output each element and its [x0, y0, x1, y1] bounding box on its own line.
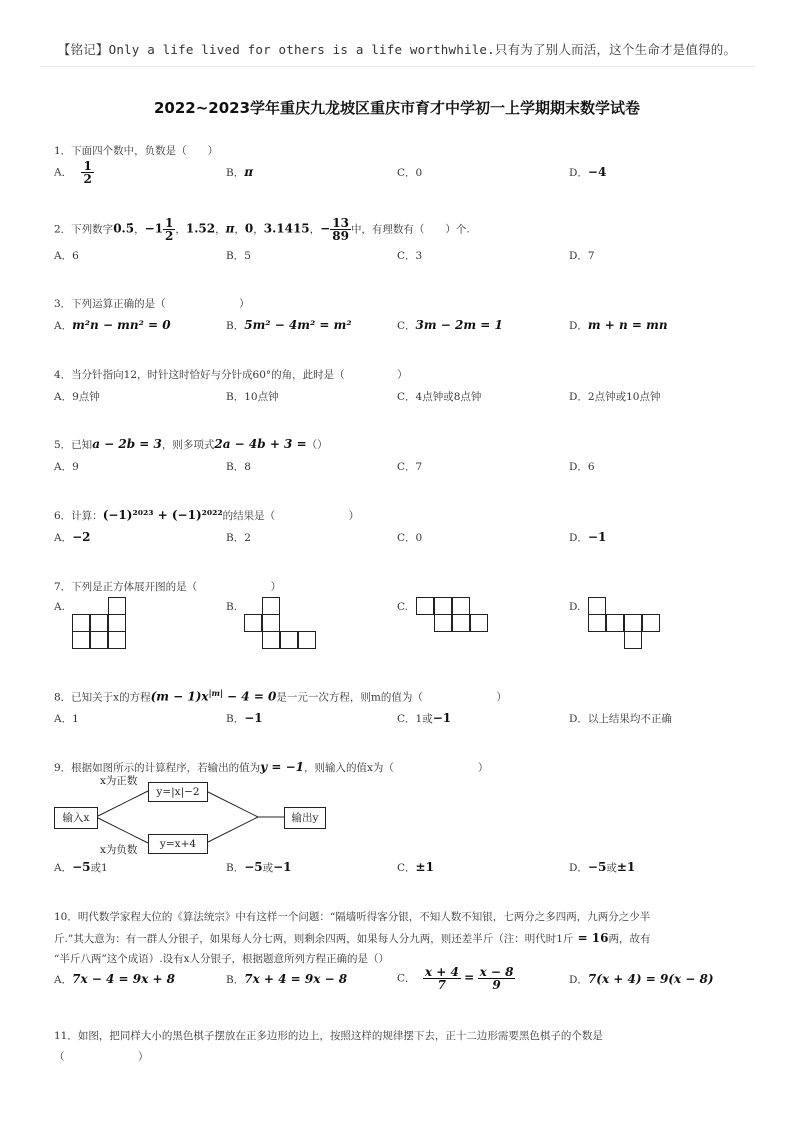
- math-value: a − 2b = 3: [92, 437, 162, 451]
- q9-option-a[interactable]: [54, 860, 108, 875]
- numerator: 1: [164, 216, 174, 230]
- math-exponent: |m|: [208, 688, 223, 698]
- stem-text: 8．已知关于x的方程: [54, 691, 151, 704]
- q4-option-d[interactable]: D．2点钟或10点钟: [569, 391, 661, 403]
- question-2-stem: [54, 217, 470, 242]
- net-square: [434, 614, 452, 632]
- math-value: 2a − 4b + 3 =: [214, 437, 307, 451]
- math-value: 0.5̇: [113, 221, 135, 236]
- net-square: [588, 614, 606, 632]
- option-letter: B．: [226, 862, 245, 874]
- net-square: [244, 614, 262, 632]
- q2-option-a[interactable]: A．6: [54, 250, 79, 262]
- question-11-line-1: 11．如图，把同样大小的黑色棋子摆放在正多边形的边上，按照这样的规律摆下去，正十二边形需要黑色棋子的个数是: [54, 1030, 603, 1042]
- option-letter: B．: [226, 167, 245, 179]
- q2-option-c[interactable]: C．3: [397, 250, 423, 262]
- q7-option-b-label[interactable]: B.: [226, 601, 238, 613]
- fraction: [330, 217, 351, 242]
- math-value: m + n = mn: [587, 318, 668, 332]
- stem-text: 5．已知: [54, 439, 93, 451]
- q3-option-a[interactable]: [54, 318, 171, 333]
- math-value: −: [320, 221, 331, 236]
- question-6-stem: [54, 508, 359, 523]
- math-value: π: [244, 165, 254, 179]
- option-letter: D．: [569, 532, 588, 544]
- option-letter: C．: [397, 320, 416, 332]
- math-value: −4: [587, 165, 607, 179]
- q3-option-d[interactable]: [569, 318, 668, 333]
- option-letter: D．: [569, 167, 588, 179]
- math-value: −5: [587, 860, 607, 874]
- q8-option-b[interactable]: [226, 711, 263, 726]
- option-letter: D．: [569, 862, 588, 874]
- option-letter: D．: [569, 974, 588, 986]
- q6-option-c[interactable]: C．0: [397, 532, 423, 544]
- net-square: [624, 614, 642, 632]
- math-value: 0: [244, 221, 254, 236]
- denominator: 2: [164, 229, 174, 243]
- q3-option-b[interactable]: [226, 318, 352, 333]
- denominator: 7: [437, 978, 447, 992]
- net-square: [452, 614, 470, 632]
- q7-option-c-label[interactable]: C.: [397, 601, 408, 613]
- stem-text: 两，故有: [608, 933, 651, 945]
- denominator: 2: [83, 172, 92, 186]
- input-box: 输入x: [54, 807, 98, 829]
- net-square: [606, 614, 624, 632]
- flowchart: [52, 776, 342, 860]
- option-letter: B．: [226, 974, 245, 986]
- math-value: 3.1415: [263, 221, 310, 236]
- motto-line: 【铭记】Only a life lived for others is a life worthwhile.只有为了别人而活，这个生命才是值得的。: [57, 42, 737, 57]
- denominator: 89: [332, 229, 349, 243]
- q1-option-d[interactable]: [569, 165, 606, 180]
- q10-option-d[interactable]: [569, 972, 714, 987]
- stem-text: 中，有理数有（ ）个.: [350, 223, 470, 236]
- stem-text: 9．根据如图所示的计算程序，若输出的值为: [54, 762, 261, 774]
- question-8-stem: [54, 688, 507, 705]
- q10-option-b[interactable]: [226, 972, 347, 987]
- net-square: [588, 597, 606, 615]
- stem-text: ，: [234, 223, 245, 236]
- math-value: −1: [244, 711, 263, 725]
- q1-option-c[interactable]: C．0: [397, 167, 423, 179]
- question-1-stem: 1．下面四个数中，负数是（ ）: [54, 145, 219, 157]
- math-value: 7x − 4 = 9x + 8: [72, 972, 176, 986]
- stem-text: 斤.”其大意为：有一群人分银子，如果每人分七两，则剩余四两，如果每人分九两，则还差半斤（注：明代时1斤: [54, 933, 574, 945]
- q5-option-d[interactable]: D．6: [569, 461, 595, 473]
- positive-branch-label: x为正数: [100, 775, 138, 787]
- option-letter: C．: [397, 862, 416, 874]
- question-10-line-3: “半斤八两”这个成语）.设有x人分银子，根据题意所列方程正确的是（）: [54, 953, 389, 965]
- numerator: x + 4: [424, 965, 459, 979]
- net-square: [280, 631, 298, 649]
- stem-text: 是一元一次方程，则m的值为（ ）: [276, 691, 507, 704]
- q4-option-c[interactable]: C．4点钟或8点钟: [397, 391, 482, 403]
- q1-option-b[interactable]: [226, 165, 253, 180]
- stem-text: 2．下列数字: [54, 223, 114, 236]
- question-11-line-2: （ ）: [54, 1051, 149, 1063]
- math-value: =: [464, 970, 475, 985]
- q9-option-d[interactable]: [569, 860, 635, 875]
- math-value: 7x + 4 = 9x − 8: [244, 972, 348, 986]
- net-square: [262, 597, 280, 615]
- bottom-formula-box: y=x+4: [148, 834, 208, 854]
- math-value: 3m − 2m = 1: [415, 318, 503, 332]
- q10-option-c[interactable]: [397, 966, 515, 991]
- math-value: 1.52: [185, 221, 216, 236]
- stem-text: ，: [215, 223, 226, 236]
- net-square: [72, 614, 90, 632]
- math-value: −5: [244, 860, 263, 874]
- q1-option-a[interactable]: [54, 160, 94, 185]
- net-square: [452, 597, 470, 615]
- math-value: (m − 1)x: [150, 689, 209, 704]
- q2-option-d[interactable]: D．7: [569, 250, 595, 262]
- numerator: 1: [83, 159, 92, 173]
- math-value: y = −1: [260, 760, 304, 774]
- option-letter: A．: [54, 532, 73, 544]
- option-letter: A．: [54, 320, 73, 332]
- net-square: [72, 631, 90, 649]
- q4-option-a[interactable]: A．9点钟: [54, 391, 100, 403]
- math-value: (−1)²⁰²³ + (−1)²⁰²²: [102, 508, 223, 522]
- net-square: [108, 614, 126, 632]
- math-value: −1: [273, 860, 292, 874]
- q7-option-a-label[interactable]: A.: [54, 601, 65, 613]
- q7-option-d-label[interactable]: D.: [569, 601, 581, 613]
- question-5-stem: [54, 437, 328, 452]
- top-formula-box: y=|x|−2: [148, 782, 208, 802]
- stem-text: 的结果是（ ）: [222, 510, 360, 522]
- option-text: 或: [262, 862, 274, 874]
- net-square: [262, 631, 280, 649]
- math-value: = 16: [573, 931, 609, 945]
- question-10-line-1: 10．明代数学家程大位的《算法统宗》中有这样一个问题：“隔墙听得客分银，不知人数不知银，七两分之多四两，九两分之少半: [54, 911, 651, 923]
- q5-option-b[interactable]: B．8: [226, 461, 251, 473]
- q8-option-d[interactable]: D．以上结果均不正确: [569, 713, 672, 725]
- net-square: [90, 614, 108, 632]
- option-letter: A．: [54, 862, 73, 874]
- question-3-stem: 3．下列运算正确的是（ ）: [54, 298, 250, 310]
- q3-option-c[interactable]: [397, 318, 503, 333]
- net-square: [108, 597, 126, 615]
- q4-option-b[interactable]: B．10点钟: [226, 391, 279, 403]
- stem-text: 6．计算：: [54, 510, 103, 522]
- math-value: −2: [72, 530, 91, 544]
- q6-option-b[interactable]: B．2: [226, 532, 251, 544]
- question-7-stem: 7．下列是正方体展开图的是（ ）: [54, 581, 282, 593]
- math-value: π: [225, 221, 235, 236]
- math-value: −1: [587, 530, 607, 544]
- net-square: [416, 597, 434, 615]
- q10-option-a[interactable]: [54, 972, 175, 987]
- paper-title: 2022~2023学年重庆九龙坡区重庆市育才中学初一上学期期末数学试卷: [153, 99, 641, 117]
- header-divider: [40, 66, 754, 67]
- net-square: [108, 631, 126, 649]
- q6-option-d[interactable]: [569, 530, 606, 545]
- q8-option-a[interactable]: A．1: [54, 713, 79, 725]
- output-box: 输出y: [284, 807, 326, 829]
- fraction: [478, 966, 516, 991]
- fraction: [423, 966, 461, 991]
- math-value: m²n − mn² = 0: [72, 318, 171, 332]
- q5-option-a[interactable]: A．9: [54, 461, 79, 473]
- stem-text: ，则输入的值x为（ ）: [303, 762, 489, 774]
- numerator: x − 8: [479, 965, 514, 979]
- net-square: [470, 614, 488, 632]
- q9-option-b[interactable]: [226, 860, 292, 875]
- math-value: ±1: [415, 860, 434, 874]
- stem-text: ，: [134, 223, 145, 236]
- option-letter: A．: [54, 166, 73, 179]
- option-letter: B．: [226, 713, 245, 725]
- option-text: 或: [606, 862, 617, 874]
- math-value: −1: [432, 711, 452, 725]
- q5-option-c[interactable]: C．7: [397, 461, 423, 473]
- fraction: [81, 160, 93, 185]
- negative-branch-label: x为负数: [100, 844, 138, 856]
- question-4-stem: 4．当分针指向12，时针这时恰好与分针成60°的角，此时是（ ）: [54, 369, 408, 381]
- stem-text: （）: [306, 439, 328, 451]
- math-value: 5m² − 4m² = m²: [244, 318, 352, 332]
- option-letter: D．: [569, 320, 588, 332]
- net-square: [298, 631, 316, 649]
- math-value: 7(x + 4) = 9(x − 8): [587, 972, 714, 986]
- net-square: [624, 631, 642, 649]
- option-text: 或1: [90, 862, 108, 874]
- q6-option-a[interactable]: [54, 530, 91, 545]
- denominator: 9: [492, 978, 501, 992]
- q2-option-b[interactable]: B．5: [226, 250, 251, 262]
- math-value: −5: [72, 860, 91, 874]
- net-square: [642, 614, 660, 632]
- fraction: [163, 217, 175, 242]
- stem-text: ，: [175, 223, 186, 236]
- option-letter: B．: [226, 320, 245, 332]
- question-10-line-2: [54, 931, 651, 946]
- math-value: − 4 = 0: [222, 689, 277, 704]
- numerator: 13: [332, 216, 349, 230]
- option-letter: A．: [54, 974, 73, 986]
- math-value: −1: [144, 221, 163, 236]
- net-square: [90, 631, 108, 649]
- net-square: [262, 614, 280, 632]
- q8-option-c[interactable]: [397, 711, 451, 726]
- q9-option-c[interactable]: [397, 860, 434, 875]
- stem-text: ，: [309, 223, 321, 236]
- math-value: ±1: [616, 860, 636, 874]
- option-letter: C．1或: [397, 713, 433, 725]
- net-square: [434, 597, 452, 615]
- option-letter: C．: [397, 972, 416, 985]
- stem-text: ，: [253, 223, 264, 236]
- stem-text: ，则多项式: [161, 439, 215, 451]
